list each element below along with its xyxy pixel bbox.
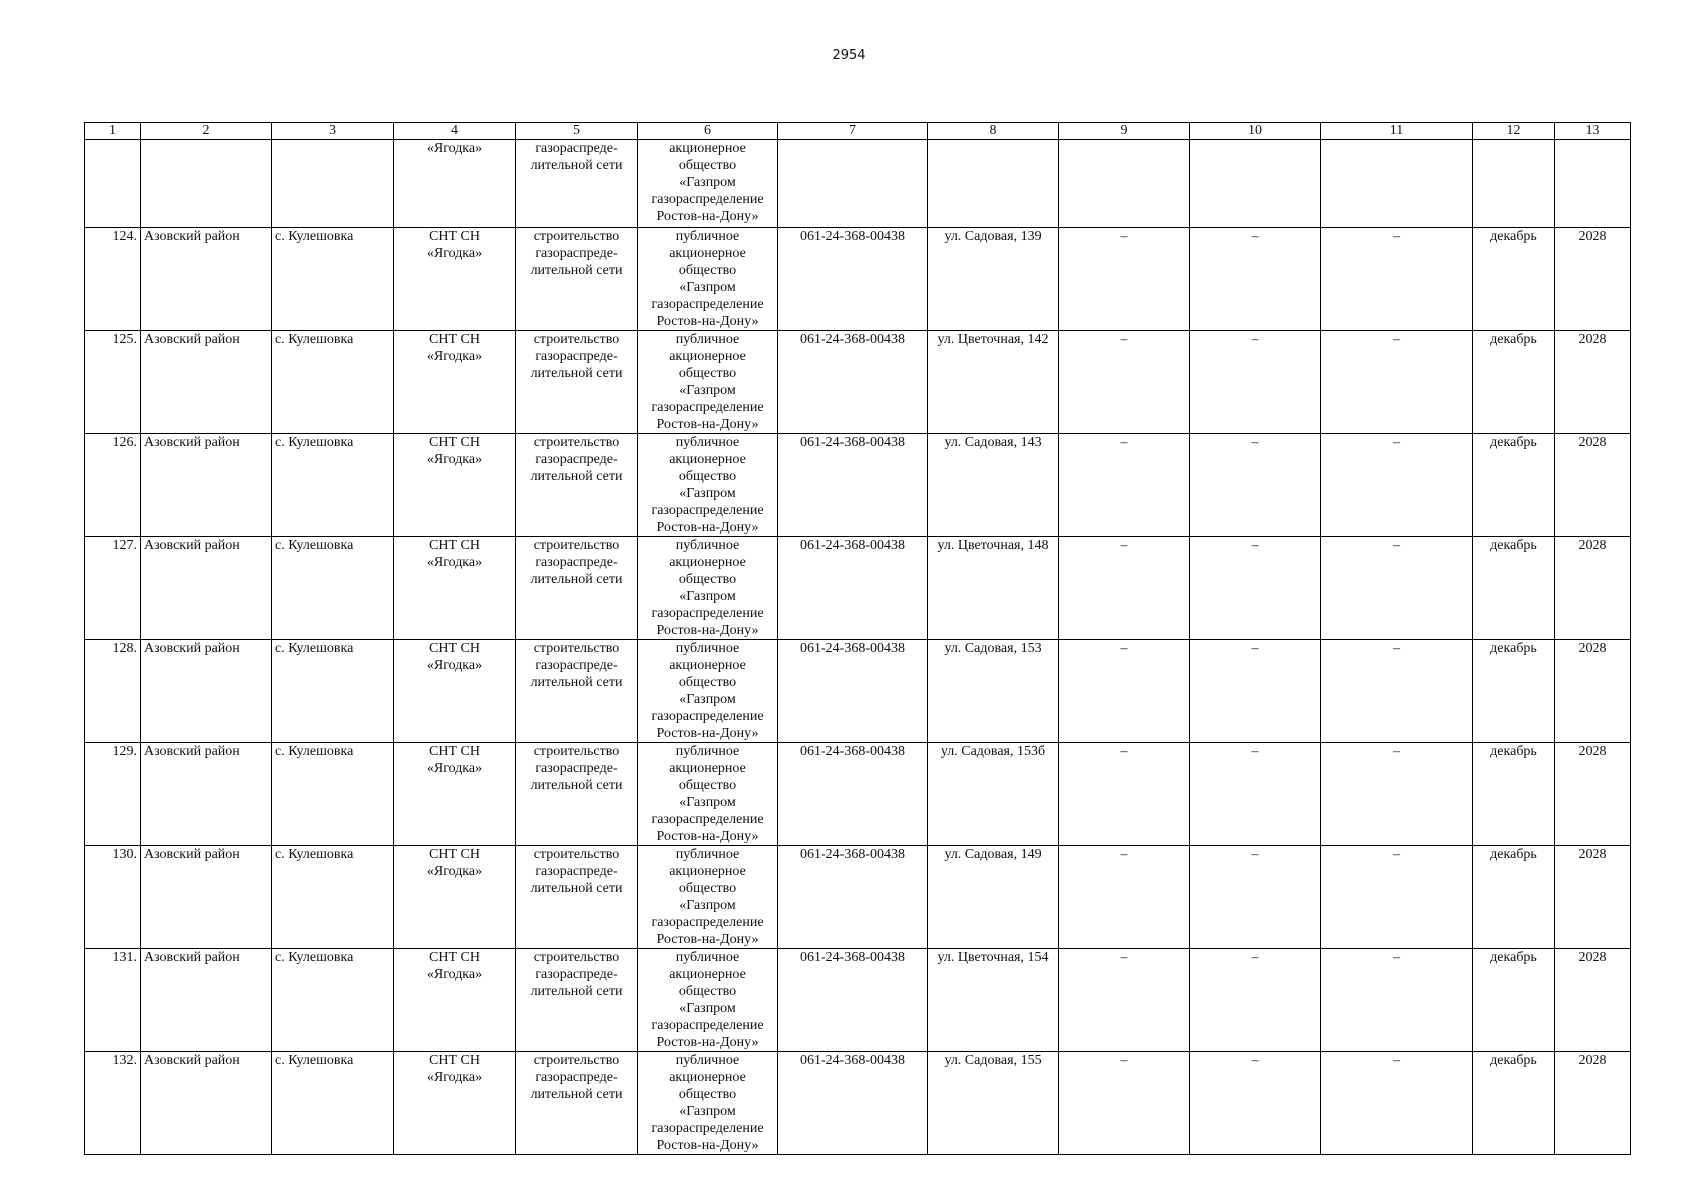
org-cell: публичное акционерное общество «Газпром газораспределение Ростов-на-Дону»: [638, 1052, 778, 1155]
work-cell: строительство газораспреде- лительной сети: [516, 537, 638, 640]
year-cell: 2028: [1555, 846, 1631, 949]
column-header: 8: [928, 123, 1059, 140]
settlement-cell: с. Кулешовка: [272, 331, 394, 434]
table-row: [85, 228, 1631, 331]
settlement-cell: с. Кулешовка: [272, 434, 394, 537]
column-header: 12: [1473, 123, 1555, 140]
org-cell: публичное акционерное общество «Газпром газораспределение Ростов-на-Дону»: [638, 228, 778, 331]
settlement-cell: с. Кулешовка: [272, 846, 394, 949]
dash-cell: –: [1059, 228, 1190, 331]
code-cell: 061-24-368-00438: [778, 743, 928, 846]
code-cell: 061-24-368-00438: [778, 537, 928, 640]
year-cell: 2028: [1555, 743, 1631, 846]
row-number: 128.: [85, 640, 141, 743]
code-cell: 061-24-368-00438: [778, 1052, 928, 1155]
org-cell: публичное акционерное общество «Газпром газораспределение Ростов-на-Дону»: [638, 331, 778, 434]
month-cell: декабрь: [1473, 331, 1555, 434]
org-cell: публичное акционерное общество «Газпром газораспределение Ростов-на-Дону»: [638, 640, 778, 743]
address-cell: ул. Садовая, 153: [928, 640, 1059, 743]
month-cell: декабрь: [1473, 743, 1555, 846]
dash-cell: –: [1190, 228, 1321, 331]
dash-cell: –: [1321, 743, 1473, 846]
dash-cell: –: [1059, 331, 1190, 434]
district-cell: Азовский район: [141, 1052, 272, 1155]
work-cell: строительство газораспреде- лительной сети: [516, 1052, 638, 1155]
district-cell: Азовский район: [141, 846, 272, 949]
dash-cell: –: [1190, 743, 1321, 846]
work-cell: строительство газораспреде- лительной сети: [516, 228, 638, 331]
column-header: 5: [516, 123, 638, 140]
settlement-cell: с. Кулешовка: [272, 640, 394, 743]
table-row: [85, 331, 1631, 434]
org-cell: публичное акционерное общество «Газпром газораспределение Ростов-на-Дону»: [638, 949, 778, 1052]
month-cell: декабрь: [1473, 949, 1555, 1052]
object-cell: СНТ СН «Ягодка»: [394, 537, 516, 640]
work-cell: строительство газораспреде- лительной сети: [516, 846, 638, 949]
dash-cell: –: [1321, 640, 1473, 743]
work-cell: строительство газораспреде- лительной сети: [516, 949, 638, 1052]
dash-cell: –: [1190, 949, 1321, 1052]
dash-cell: –: [1190, 537, 1321, 640]
year-cell: 2028: [1555, 949, 1631, 1052]
table-row: [85, 434, 1631, 537]
district-cell: Азовский район: [141, 949, 272, 1052]
district-cell: Азовский район: [141, 434, 272, 537]
object-cell: СНТ СН «Ягодка»: [394, 949, 516, 1052]
dash-cell: –: [1321, 949, 1473, 1052]
year-cell: 2028: [1555, 331, 1631, 434]
column-header: 6: [638, 123, 778, 140]
row-number: 126.: [85, 434, 141, 537]
dash-cell: –: [1059, 1052, 1190, 1155]
row-number: 131.: [85, 949, 141, 1052]
dash-cell: –: [1059, 434, 1190, 537]
row-number: 130.: [85, 846, 141, 949]
dash-cell: –: [1059, 846, 1190, 949]
dash-cell: –: [1190, 434, 1321, 537]
object-cell: «Ягодка»: [394, 140, 516, 228]
table-row: [85, 537, 1631, 640]
column-header: 1: [85, 123, 141, 140]
page-number: 2954: [832, 48, 866, 63]
address-cell: ул. Садовая, 143: [928, 434, 1059, 537]
district-cell: Азовский район: [141, 331, 272, 434]
settlement-cell: с. Кулешовка: [272, 1052, 394, 1155]
column-header: 2: [141, 123, 272, 140]
month-cell: декабрь: [1473, 846, 1555, 949]
org-cell: публичное акционерное общество «Газпром газораспределение Ростов-на-Дону»: [638, 434, 778, 537]
work-cell: строительство газораспреде- лительной сети: [516, 743, 638, 846]
settlement-cell: с. Кулешовка: [272, 537, 394, 640]
district-cell: Азовский район: [141, 743, 272, 846]
object-cell: СНТ СН «Ягодка»: [394, 228, 516, 331]
work-cell: строительство газораспреде- лительной сети: [516, 331, 638, 434]
settlement-cell: с. Кулешовка: [272, 228, 394, 331]
dash-cell: –: [1190, 640, 1321, 743]
org-cell: публичное акционерное общество «Газпром газораспределение Ростов-на-Дону»: [638, 846, 778, 949]
table-row: [85, 949, 1631, 1052]
object-cell: СНТ СН «Ягодка»: [394, 743, 516, 846]
month-cell: декабрь: [1473, 537, 1555, 640]
table-row: [85, 743, 1631, 846]
dash-cell: –: [1059, 949, 1190, 1052]
month-cell: декабрь: [1473, 640, 1555, 743]
column-header: 13: [1555, 123, 1631, 140]
district-cell: Азовский район: [141, 537, 272, 640]
dash-cell: –: [1321, 1052, 1473, 1155]
dash-cell: –: [1321, 846, 1473, 949]
row-number: 124.: [85, 228, 141, 331]
settlement-cell: с. Кулешовка: [272, 949, 394, 1052]
year-cell: 2028: [1555, 228, 1631, 331]
dash-cell: –: [1059, 537, 1190, 640]
dash-cell: –: [1190, 846, 1321, 949]
dash-cell: –: [1321, 537, 1473, 640]
registry-table: [84, 122, 1631, 1155]
address-cell: ул. Цветочная, 142: [928, 331, 1059, 434]
object-cell: СНТ СН «Ягодка»: [394, 846, 516, 949]
code-cell: 061-24-368-00438: [778, 331, 928, 434]
year-cell: 2028: [1555, 640, 1631, 743]
column-header: 7: [778, 123, 928, 140]
address-cell: ул. Садовая, 149: [928, 846, 1059, 949]
dash-cell: –: [1190, 1052, 1321, 1155]
code-cell: 061-24-368-00438: [778, 640, 928, 743]
object-cell: СНТ СН «Ягодка»: [394, 434, 516, 537]
object-cell: СНТ СН «Ягодка»: [394, 640, 516, 743]
org-cell: публичное акционерное общество «Газпром газораспределение Ростов-на-Дону»: [638, 537, 778, 640]
column-header: 11: [1321, 123, 1473, 140]
year-cell: 2028: [1555, 434, 1631, 537]
column-header: 4: [394, 123, 516, 140]
code-cell: 061-24-368-00438: [778, 228, 928, 331]
row-number: 132.: [85, 1052, 141, 1155]
object-cell: СНТ СН «Ягодка»: [394, 331, 516, 434]
column-number-row: [85, 123, 1631, 140]
column-header: 3: [272, 123, 394, 140]
table-row: [85, 640, 1631, 743]
code-cell: 061-24-368-00438: [778, 949, 928, 1052]
month-cell: декабрь: [1473, 434, 1555, 537]
month-cell: декабрь: [1473, 1052, 1555, 1155]
column-header: 9: [1059, 123, 1190, 140]
org-cell: акционерное общество «Газпром газораспределение Ростов-на-Дону»: [638, 140, 778, 228]
dash-cell: –: [1059, 743, 1190, 846]
address-cell: ул. Садовая, 139: [928, 228, 1059, 331]
district-cell: Азовский район: [141, 228, 272, 331]
dash-cell: –: [1321, 331, 1473, 434]
dash-cell: –: [1321, 228, 1473, 331]
address-cell: ул. Цветочная, 148: [928, 537, 1059, 640]
settlement-cell: с. Кулешовка: [272, 743, 394, 846]
row-number: 129.: [85, 743, 141, 846]
address-cell: ул. Цветочная, 154: [928, 949, 1059, 1052]
continuation-row: [85, 140, 1631, 228]
table-row: [85, 1052, 1631, 1155]
table-row: [85, 846, 1631, 949]
object-cell: СНТ СН «Ягодка»: [394, 1052, 516, 1155]
code-cell: 061-24-368-00438: [778, 846, 928, 949]
work-cell: газораспреде- лительной сети: [516, 140, 638, 228]
dash-cell: –: [1059, 640, 1190, 743]
district-cell: Азовский район: [141, 640, 272, 743]
row-number: 125.: [85, 331, 141, 434]
month-cell: декабрь: [1473, 228, 1555, 331]
org-cell: публичное акционерное общество «Газпром газораспределение Ростов-на-Дону»: [638, 743, 778, 846]
column-header: 10: [1190, 123, 1321, 140]
work-cell: строительство газораспреде- лительной сети: [516, 434, 638, 537]
dash-cell: –: [1321, 434, 1473, 537]
year-cell: 2028: [1555, 1052, 1631, 1155]
address-cell: ул. Садовая, 153б: [928, 743, 1059, 846]
code-cell: 061-24-368-00438: [778, 434, 928, 537]
address-cell: ул. Садовая, 155: [928, 1052, 1059, 1155]
year-cell: 2028: [1555, 537, 1631, 640]
work-cell: строительство газораспреде- лительной сети: [516, 640, 638, 743]
row-number: 127.: [85, 537, 141, 640]
dash-cell: –: [1190, 331, 1321, 434]
